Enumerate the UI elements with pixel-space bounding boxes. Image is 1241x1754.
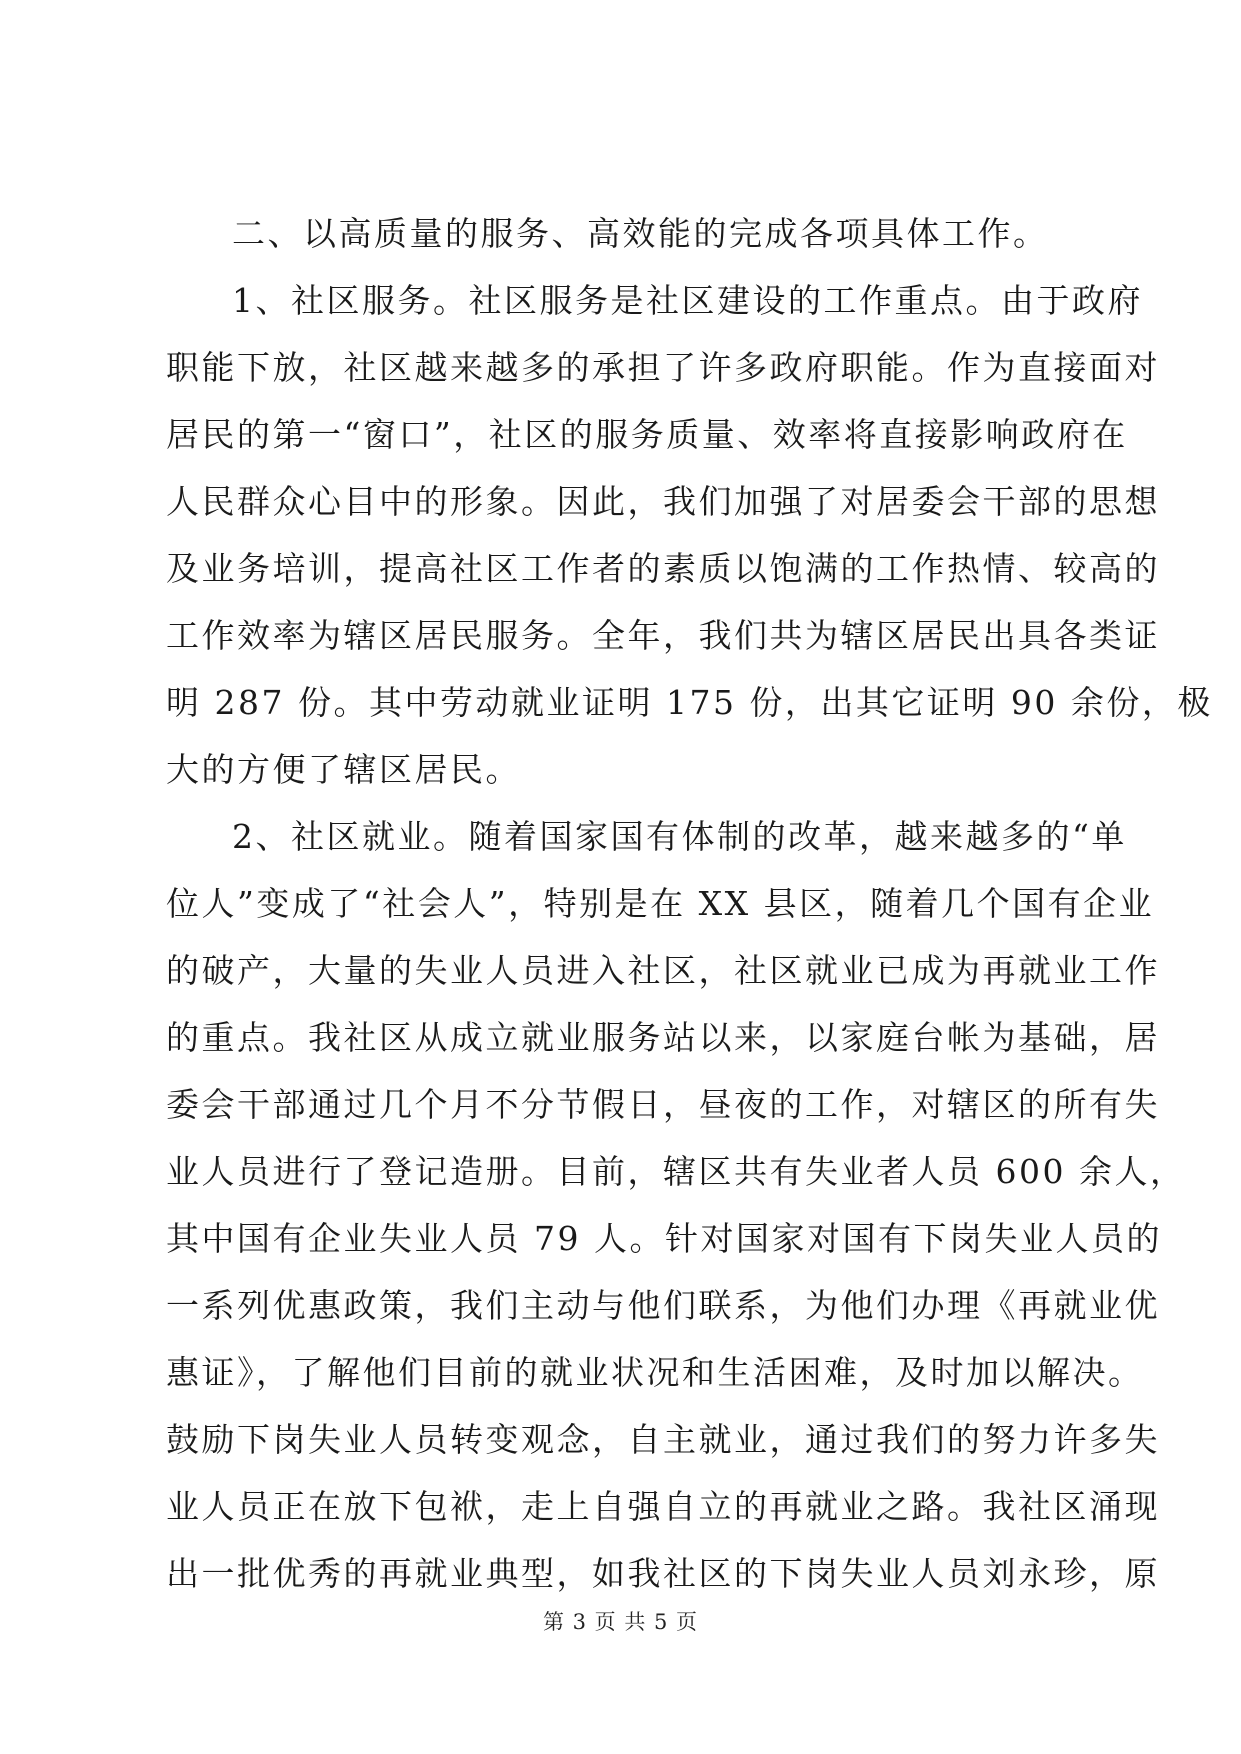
paragraph-line: 一系列优惠政策，我们主动与他们联系，为他们办理《再就业优: [166, 1286, 1160, 1325]
paragraph-line: 工作效率为辖区居民服务。全年，我们共为辖区居民出具各类证: [166, 616, 1160, 655]
paragraph-line: 及业务培训，提高社区工作者的素质以饱满的工作热情、较高的: [166, 549, 1160, 588]
section-heading: 二、以高质量的服务、高效能的完成各项具体工作。: [232, 214, 1049, 253]
paragraph-line: 的破产，大量的失业人员进入社区，社区就业已成为再就业工作: [166, 951, 1160, 990]
paragraph-line: 人民群众心目中的形象。因此，我们加强了对居委会干部的思想: [166, 482, 1160, 521]
paragraph-line: 委会干部通过几个月不分节假日，昼夜的工作，对辖区的所有失: [166, 1085, 1160, 1124]
paragraph-line: 大的方便了辖区居民。: [166, 750, 521, 789]
paragraph-line: 明 287 份。其中劳动就业证明 175 份，出其它证明 90 余份，极: [166, 683, 1213, 722]
paragraph-line: 居民的第一“窗口”，社区的服务质量、效率将直接影响政府在: [166, 415, 1128, 454]
document-body: [166, 200, 1213, 1607]
paragraph-line: 位人”变成了“社会人”，特别是在 XX 县区，随着几个国有企业: [166, 884, 1155, 923]
page-number-footer: 第 3 页 共 5 页: [542, 1610, 699, 1634]
paragraph-line: 其中国有企业失业人员 79 人。针对国家对国有下岗失业人员的: [166, 1219, 1162, 1258]
paragraph-line: 1、社区服务。社区服务是社区建设的工作重点。由于政府: [232, 281, 1143, 320]
paragraph-line: 2、社区就业。随着国家国有体制的改革，越来越多的“单: [232, 817, 1127, 856]
paragraph-line: 出一批优秀的再就业典型，如我社区的下岗失业人员刘永珍，原: [166, 1554, 1160, 1593]
paragraph-line: 业人员进行了登记造册。目前，辖区共有失业者人员 600 余人，: [166, 1152, 1186, 1191]
paragraph-line: 职能下放，社区越来越多的承担了许多政府职能。作为直接面对: [166, 348, 1160, 387]
paragraph-line: 的重点。我社区从成立就业服务站以来，以家庭台帐为基础，居: [166, 1018, 1160, 1057]
paragraph-line: 惠证》，了解他们目前的就业状况和生活困难，及时加以解决。: [166, 1353, 1144, 1392]
paragraph-line: 业人员正在放下包袱，走上自强自立的再就业之路。我社区涌现: [166, 1487, 1160, 1526]
paragraph-line: 鼓励下岗失业人员转变观念，自主就业，通过我们的努力许多失: [166, 1420, 1160, 1459]
